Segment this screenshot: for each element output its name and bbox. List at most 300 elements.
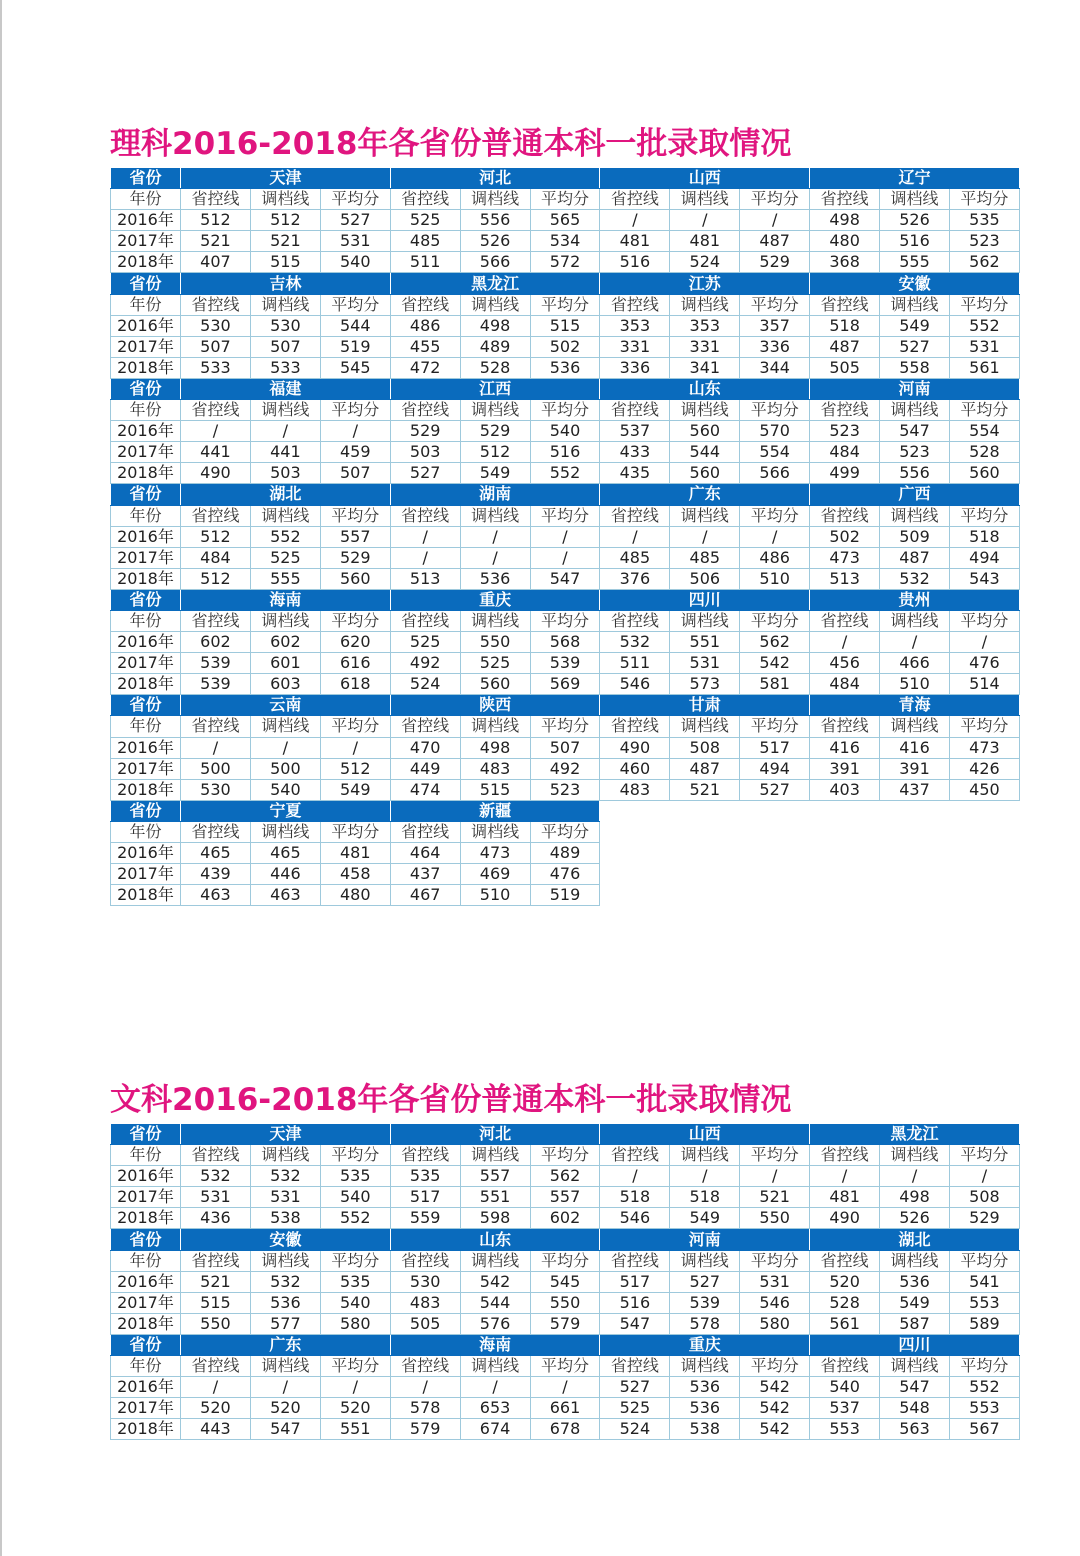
score-cell: 473 bbox=[949, 737, 1019, 758]
year-label: 年份 bbox=[111, 400, 181, 421]
score-cell: / bbox=[740, 1166, 810, 1187]
table-row bbox=[111, 1187, 1020, 1208]
score-cell: 336 bbox=[600, 357, 670, 378]
score-cell: 515 bbox=[250, 252, 320, 273]
score-cell: 563 bbox=[880, 1419, 950, 1440]
column-header: 省控线 bbox=[390, 716, 460, 737]
score-cell: 507 bbox=[530, 737, 600, 758]
empty-cell bbox=[880, 885, 950, 906]
column-header: 平均分 bbox=[740, 505, 810, 526]
score-cell: 507 bbox=[320, 463, 390, 484]
province-header-row bbox=[111, 168, 1020, 189]
province-header-row bbox=[111, 589, 1020, 610]
score-cell: / bbox=[949, 632, 1019, 653]
score-cell: / bbox=[250, 737, 320, 758]
score-cell: 531 bbox=[320, 231, 390, 252]
province-name: 河南 bbox=[810, 378, 1020, 399]
column-header: 调档线 bbox=[460, 189, 530, 210]
score-cell: 551 bbox=[460, 1187, 530, 1208]
score-cell: / bbox=[880, 1166, 950, 1187]
score-cell: 407 bbox=[181, 252, 251, 273]
score-cell: 527 bbox=[320, 210, 390, 231]
score-cell: 550 bbox=[530, 1292, 600, 1313]
score-cell: 546 bbox=[600, 674, 670, 695]
score-cell: 416 bbox=[810, 737, 880, 758]
province-name: 黑龙江 bbox=[810, 1124, 1020, 1145]
column-header: 平均分 bbox=[320, 716, 390, 737]
score-cell: 507 bbox=[181, 336, 251, 357]
score-cell: 598 bbox=[460, 1208, 530, 1229]
empty-cell bbox=[670, 843, 740, 864]
score-cell: 526 bbox=[880, 1208, 950, 1229]
column-header: 调档线 bbox=[670, 610, 740, 631]
column-header: 调档线 bbox=[250, 294, 320, 315]
column-header: 调档线 bbox=[250, 505, 320, 526]
score-cell: 553 bbox=[949, 1292, 1019, 1313]
score-cell: 531 bbox=[949, 336, 1019, 357]
column-header: 省控线 bbox=[390, 400, 460, 421]
score-cell: 466 bbox=[880, 653, 950, 674]
province-label: 省份 bbox=[111, 273, 181, 294]
score-cell: 544 bbox=[320, 315, 390, 336]
column-header: 平均分 bbox=[949, 610, 1019, 631]
score-cell: 368 bbox=[810, 252, 880, 273]
province-name: 广东 bbox=[181, 1334, 391, 1355]
score-cell: 465 bbox=[250, 843, 320, 864]
column-header: 调档线 bbox=[880, 1356, 950, 1377]
column-header: 省控线 bbox=[810, 1145, 880, 1166]
empty-cell bbox=[949, 843, 1019, 864]
score-cell: 579 bbox=[390, 1419, 460, 1440]
score-cell: 531 bbox=[181, 1187, 251, 1208]
score-cell: 507 bbox=[250, 336, 320, 357]
table-row bbox=[111, 1208, 1020, 1229]
column-header: 平均分 bbox=[530, 716, 600, 737]
score-cell: 353 bbox=[670, 315, 740, 336]
score-cell: 602 bbox=[181, 632, 251, 653]
score-cell: 566 bbox=[740, 463, 810, 484]
score-cell: 467 bbox=[390, 885, 460, 906]
score-cell: 416 bbox=[880, 737, 950, 758]
empty-cell bbox=[810, 885, 880, 906]
column-header: 调档线 bbox=[460, 400, 530, 421]
column-header: 调档线 bbox=[670, 505, 740, 526]
empty-cell bbox=[670, 885, 740, 906]
score-cell: 391 bbox=[810, 758, 880, 779]
score-cell: 449 bbox=[390, 758, 460, 779]
province-name: 湖北 bbox=[181, 484, 391, 505]
score-cell: / bbox=[181, 737, 251, 758]
score-cell: 551 bbox=[320, 1419, 390, 1440]
score-cell: 536 bbox=[880, 1271, 950, 1292]
score-cell: 463 bbox=[250, 885, 320, 906]
column-header: 平均分 bbox=[949, 400, 1019, 421]
score-cell: 547 bbox=[880, 421, 950, 442]
column-header: 调档线 bbox=[880, 505, 950, 526]
score-cell: 556 bbox=[880, 463, 950, 484]
table-row bbox=[111, 1398, 1020, 1419]
year-cell: 2016年 bbox=[111, 315, 181, 336]
province-name: 安徽 bbox=[181, 1229, 391, 1250]
score-cell: 542 bbox=[740, 1419, 810, 1440]
province-label: 省份 bbox=[111, 484, 181, 505]
score-cell: 521 bbox=[181, 1271, 251, 1292]
score-cell: 540 bbox=[810, 1377, 880, 1398]
province-header-row bbox=[111, 1334, 1020, 1355]
score-cell: 536 bbox=[670, 1377, 740, 1398]
column-header: 平均分 bbox=[740, 400, 810, 421]
score-cell: 529 bbox=[320, 547, 390, 568]
score-cell: 391 bbox=[880, 758, 950, 779]
column-header: 调档线 bbox=[460, 1356, 530, 1377]
score-cell: 529 bbox=[460, 421, 530, 442]
table-row bbox=[111, 357, 1020, 378]
score-cell: 620 bbox=[320, 632, 390, 653]
score-cell: 540 bbox=[320, 252, 390, 273]
year-cell: 2016年 bbox=[111, 1377, 181, 1398]
arts-section-title: 文科2016-2018年各省份普通本科一批录取情况 bbox=[110, 1082, 792, 1118]
score-cell: 443 bbox=[181, 1419, 251, 1440]
score-cell: 555 bbox=[250, 568, 320, 589]
score-cell: 537 bbox=[810, 1398, 880, 1419]
year-label: 年份 bbox=[111, 610, 181, 631]
subheader-row bbox=[111, 610, 1020, 631]
score-cell: 534 bbox=[530, 231, 600, 252]
score-cell: 532 bbox=[600, 632, 670, 653]
score-cell: / bbox=[810, 632, 880, 653]
score-cell: 492 bbox=[390, 653, 460, 674]
province-label: 省份 bbox=[111, 1334, 181, 1355]
table-row bbox=[111, 568, 1020, 589]
score-cell: 512 bbox=[181, 568, 251, 589]
score-cell: 552 bbox=[530, 463, 600, 484]
column-header: 调档线 bbox=[460, 505, 530, 526]
column-header: 调档线 bbox=[670, 716, 740, 737]
column-header: 调档线 bbox=[670, 1356, 740, 1377]
score-cell: 357 bbox=[740, 315, 810, 336]
score-cell: 490 bbox=[181, 463, 251, 484]
province-header-row bbox=[111, 695, 1020, 716]
empty-cell bbox=[670, 821, 740, 842]
province-name: 贵州 bbox=[810, 589, 1020, 610]
score-cell: 559 bbox=[390, 1208, 460, 1229]
score-cell: 569 bbox=[530, 674, 600, 695]
column-header: 省控线 bbox=[390, 505, 460, 526]
column-header: 平均分 bbox=[320, 1250, 390, 1271]
score-cell: / bbox=[810, 1166, 880, 1187]
score-cell: 603 bbox=[250, 674, 320, 695]
score-cell: 555 bbox=[880, 252, 950, 273]
score-cell: 498 bbox=[460, 315, 530, 336]
score-cell: 521 bbox=[670, 779, 740, 800]
science-score-table bbox=[110, 167, 1020, 906]
province-name: 四川 bbox=[600, 589, 810, 610]
score-cell: 520 bbox=[250, 1398, 320, 1419]
score-cell: 539 bbox=[181, 653, 251, 674]
column-header: 调档线 bbox=[250, 716, 320, 737]
table-row bbox=[111, 547, 1020, 568]
score-cell: / bbox=[390, 526, 460, 547]
score-cell: 476 bbox=[949, 653, 1019, 674]
column-header: 调档线 bbox=[880, 716, 950, 737]
empty-cell bbox=[810, 864, 880, 885]
score-cell: 532 bbox=[181, 1166, 251, 1187]
score-cell: 465 bbox=[181, 843, 251, 864]
score-cell: / bbox=[320, 421, 390, 442]
score-cell: 524 bbox=[670, 252, 740, 273]
empty-cell bbox=[600, 864, 670, 885]
empty-cell bbox=[949, 885, 1019, 906]
score-cell: 486 bbox=[740, 547, 810, 568]
score-cell: 484 bbox=[810, 674, 880, 695]
score-cell: 554 bbox=[740, 442, 810, 463]
score-cell: 512 bbox=[181, 526, 251, 547]
score-cell: 492 bbox=[530, 758, 600, 779]
province-header-row bbox=[111, 800, 1020, 821]
empty-cell bbox=[600, 800, 810, 821]
score-cell: 485 bbox=[600, 547, 670, 568]
table-row bbox=[111, 421, 1020, 442]
score-cell: 525 bbox=[390, 632, 460, 653]
province-name: 江西 bbox=[390, 378, 600, 399]
score-cell: 521 bbox=[181, 231, 251, 252]
column-header: 调档线 bbox=[250, 1145, 320, 1166]
score-cell: 557 bbox=[460, 1166, 530, 1187]
score-cell: 435 bbox=[600, 463, 670, 484]
year-cell: 2017年 bbox=[111, 547, 181, 568]
column-header: 平均分 bbox=[530, 400, 600, 421]
score-cell: / bbox=[600, 526, 670, 547]
year-label: 年份 bbox=[111, 505, 181, 526]
score-cell: 487 bbox=[670, 758, 740, 779]
score-cell: 529 bbox=[390, 421, 460, 442]
subheader-row bbox=[111, 1250, 1020, 1271]
score-cell: 525 bbox=[460, 653, 530, 674]
table-row bbox=[111, 843, 1020, 864]
year-label: 年份 bbox=[111, 294, 181, 315]
column-header: 平均分 bbox=[320, 610, 390, 631]
score-cell: 557 bbox=[530, 1187, 600, 1208]
score-cell: 544 bbox=[460, 1292, 530, 1313]
table-row bbox=[111, 885, 1020, 906]
score-cell: 489 bbox=[530, 843, 600, 864]
column-header: 平均分 bbox=[740, 610, 810, 631]
score-cell: 547 bbox=[600, 1313, 670, 1334]
page-edge bbox=[0, 0, 2, 1556]
score-cell: 560 bbox=[670, 463, 740, 484]
score-cell: 331 bbox=[600, 336, 670, 357]
score-cell: 602 bbox=[250, 632, 320, 653]
column-header: 平均分 bbox=[740, 716, 810, 737]
score-cell: 523 bbox=[530, 779, 600, 800]
column-header: 平均分 bbox=[740, 189, 810, 210]
score-cell: 538 bbox=[250, 1208, 320, 1229]
score-cell: 455 bbox=[390, 336, 460, 357]
year-cell: 2017年 bbox=[111, 758, 181, 779]
year-cell: 2018年 bbox=[111, 674, 181, 695]
column-header: 平均分 bbox=[740, 294, 810, 315]
province-name: 重庆 bbox=[390, 589, 600, 610]
score-cell: 521 bbox=[250, 231, 320, 252]
empty-cell bbox=[670, 864, 740, 885]
score-cell: 541 bbox=[949, 1271, 1019, 1292]
score-cell: 549 bbox=[320, 779, 390, 800]
empty-cell bbox=[880, 864, 950, 885]
column-header: 平均分 bbox=[530, 1145, 600, 1166]
column-header: 省控线 bbox=[390, 294, 460, 315]
column-header: 调档线 bbox=[460, 716, 530, 737]
score-cell: 535 bbox=[320, 1166, 390, 1187]
score-cell: 476 bbox=[530, 864, 600, 885]
column-header: 调档线 bbox=[250, 1250, 320, 1271]
province-name: 山东 bbox=[390, 1229, 600, 1250]
score-cell: / bbox=[390, 547, 460, 568]
score-cell: 520 bbox=[810, 1271, 880, 1292]
province-name: 重庆 bbox=[600, 1334, 810, 1355]
score-cell: 460 bbox=[600, 758, 670, 779]
year-cell: 2018年 bbox=[111, 885, 181, 906]
score-cell: 539 bbox=[181, 674, 251, 695]
province-label: 省份 bbox=[111, 1229, 181, 1250]
score-cell: 528 bbox=[460, 357, 530, 378]
score-cell: 540 bbox=[250, 779, 320, 800]
column-header: 平均分 bbox=[949, 716, 1019, 737]
column-header: 调档线 bbox=[880, 610, 950, 631]
column-header: 平均分 bbox=[530, 1250, 600, 1271]
score-cell: 579 bbox=[530, 1313, 600, 1334]
score-cell: / bbox=[250, 1377, 320, 1398]
column-header: 省控线 bbox=[390, 189, 460, 210]
column-header: 调档线 bbox=[460, 294, 530, 315]
score-cell: 353 bbox=[600, 315, 670, 336]
table-row bbox=[111, 1313, 1020, 1334]
empty-cell bbox=[600, 843, 670, 864]
score-cell: 532 bbox=[250, 1166, 320, 1187]
score-cell: 525 bbox=[600, 1398, 670, 1419]
score-cell: 558 bbox=[880, 357, 950, 378]
score-cell: 618 bbox=[320, 674, 390, 695]
empty-cell bbox=[949, 821, 1019, 842]
score-cell: / bbox=[460, 547, 530, 568]
score-cell: 531 bbox=[670, 653, 740, 674]
score-cell: 336 bbox=[740, 336, 810, 357]
score-cell: 436 bbox=[181, 1208, 251, 1229]
province-name: 陕西 bbox=[390, 695, 600, 716]
score-cell: 481 bbox=[670, 231, 740, 252]
table-row bbox=[111, 632, 1020, 653]
score-cell: 518 bbox=[670, 1187, 740, 1208]
column-header: 省控线 bbox=[600, 610, 670, 631]
year-label: 年份 bbox=[111, 1145, 181, 1166]
score-cell: 552 bbox=[949, 1377, 1019, 1398]
column-header: 调档线 bbox=[670, 189, 740, 210]
score-cell: 554 bbox=[949, 421, 1019, 442]
score-cell: 529 bbox=[949, 1208, 1019, 1229]
score-cell: / bbox=[740, 210, 810, 231]
score-cell: 548 bbox=[880, 1398, 950, 1419]
arts-score-table bbox=[110, 1123, 1020, 1440]
score-cell: 509 bbox=[880, 526, 950, 547]
province-label: 省份 bbox=[111, 1124, 181, 1145]
score-cell: 550 bbox=[740, 1208, 810, 1229]
table-row bbox=[111, 231, 1020, 252]
province-name: 山西 bbox=[600, 1124, 810, 1145]
subheader-row bbox=[111, 716, 1020, 737]
column-header: 调档线 bbox=[880, 1145, 950, 1166]
score-cell: 341 bbox=[670, 357, 740, 378]
column-header: 省控线 bbox=[181, 294, 251, 315]
score-cell: 557 bbox=[320, 526, 390, 547]
score-cell: 539 bbox=[670, 1292, 740, 1313]
score-cell: 529 bbox=[740, 252, 810, 273]
score-cell: 539 bbox=[530, 653, 600, 674]
score-cell: 562 bbox=[740, 632, 810, 653]
province-label: 省份 bbox=[111, 800, 181, 821]
column-header: 平均分 bbox=[530, 505, 600, 526]
score-cell: 560 bbox=[320, 568, 390, 589]
score-cell: 653 bbox=[460, 1398, 530, 1419]
score-cell: 512 bbox=[181, 210, 251, 231]
score-cell: 469 bbox=[460, 864, 530, 885]
empty-cell bbox=[810, 821, 880, 842]
score-cell: 525 bbox=[390, 210, 460, 231]
score-cell: 530 bbox=[181, 315, 251, 336]
score-cell: 538 bbox=[670, 1419, 740, 1440]
province-label: 省份 bbox=[111, 589, 181, 610]
score-cell: 433 bbox=[600, 442, 670, 463]
score-cell: / bbox=[740, 526, 810, 547]
table-row bbox=[111, 442, 1020, 463]
score-cell: 527 bbox=[600, 1377, 670, 1398]
score-cell: 518 bbox=[810, 315, 880, 336]
year-cell: 2017年 bbox=[111, 653, 181, 674]
column-header: 平均分 bbox=[949, 1250, 1019, 1271]
subheader-row bbox=[111, 189, 1020, 210]
table-row bbox=[111, 1419, 1020, 1440]
score-cell: 503 bbox=[390, 442, 460, 463]
column-header: 调档线 bbox=[250, 189, 320, 210]
column-header: 平均分 bbox=[949, 294, 1019, 315]
column-header: 省控线 bbox=[600, 505, 670, 526]
score-cell: 535 bbox=[949, 210, 1019, 231]
score-cell: 498 bbox=[460, 737, 530, 758]
province-name: 安徽 bbox=[810, 273, 1020, 294]
province-name: 湖北 bbox=[810, 1229, 1020, 1250]
province-name: 山东 bbox=[600, 378, 810, 399]
score-cell: 602 bbox=[530, 1208, 600, 1229]
empty-cell bbox=[810, 843, 880, 864]
province-name: 福建 bbox=[181, 378, 391, 399]
score-cell: 577 bbox=[250, 1313, 320, 1334]
score-cell: 550 bbox=[460, 632, 530, 653]
score-cell: 570 bbox=[740, 421, 810, 442]
score-cell: 503 bbox=[250, 463, 320, 484]
year-cell: 2017年 bbox=[111, 1398, 181, 1419]
score-cell: / bbox=[600, 210, 670, 231]
score-cell: 521 bbox=[740, 1187, 810, 1208]
score-cell: 473 bbox=[460, 843, 530, 864]
score-cell: 490 bbox=[810, 1208, 880, 1229]
score-cell: 674 bbox=[460, 1419, 530, 1440]
score-cell: 518 bbox=[949, 526, 1019, 547]
province-name: 河南 bbox=[600, 1229, 810, 1250]
table-row bbox=[111, 864, 1020, 885]
score-cell: 506 bbox=[670, 568, 740, 589]
score-cell: 576 bbox=[460, 1313, 530, 1334]
column-header: 平均分 bbox=[740, 1250, 810, 1271]
year-cell: 2016年 bbox=[111, 526, 181, 547]
column-header: 调档线 bbox=[460, 610, 530, 631]
